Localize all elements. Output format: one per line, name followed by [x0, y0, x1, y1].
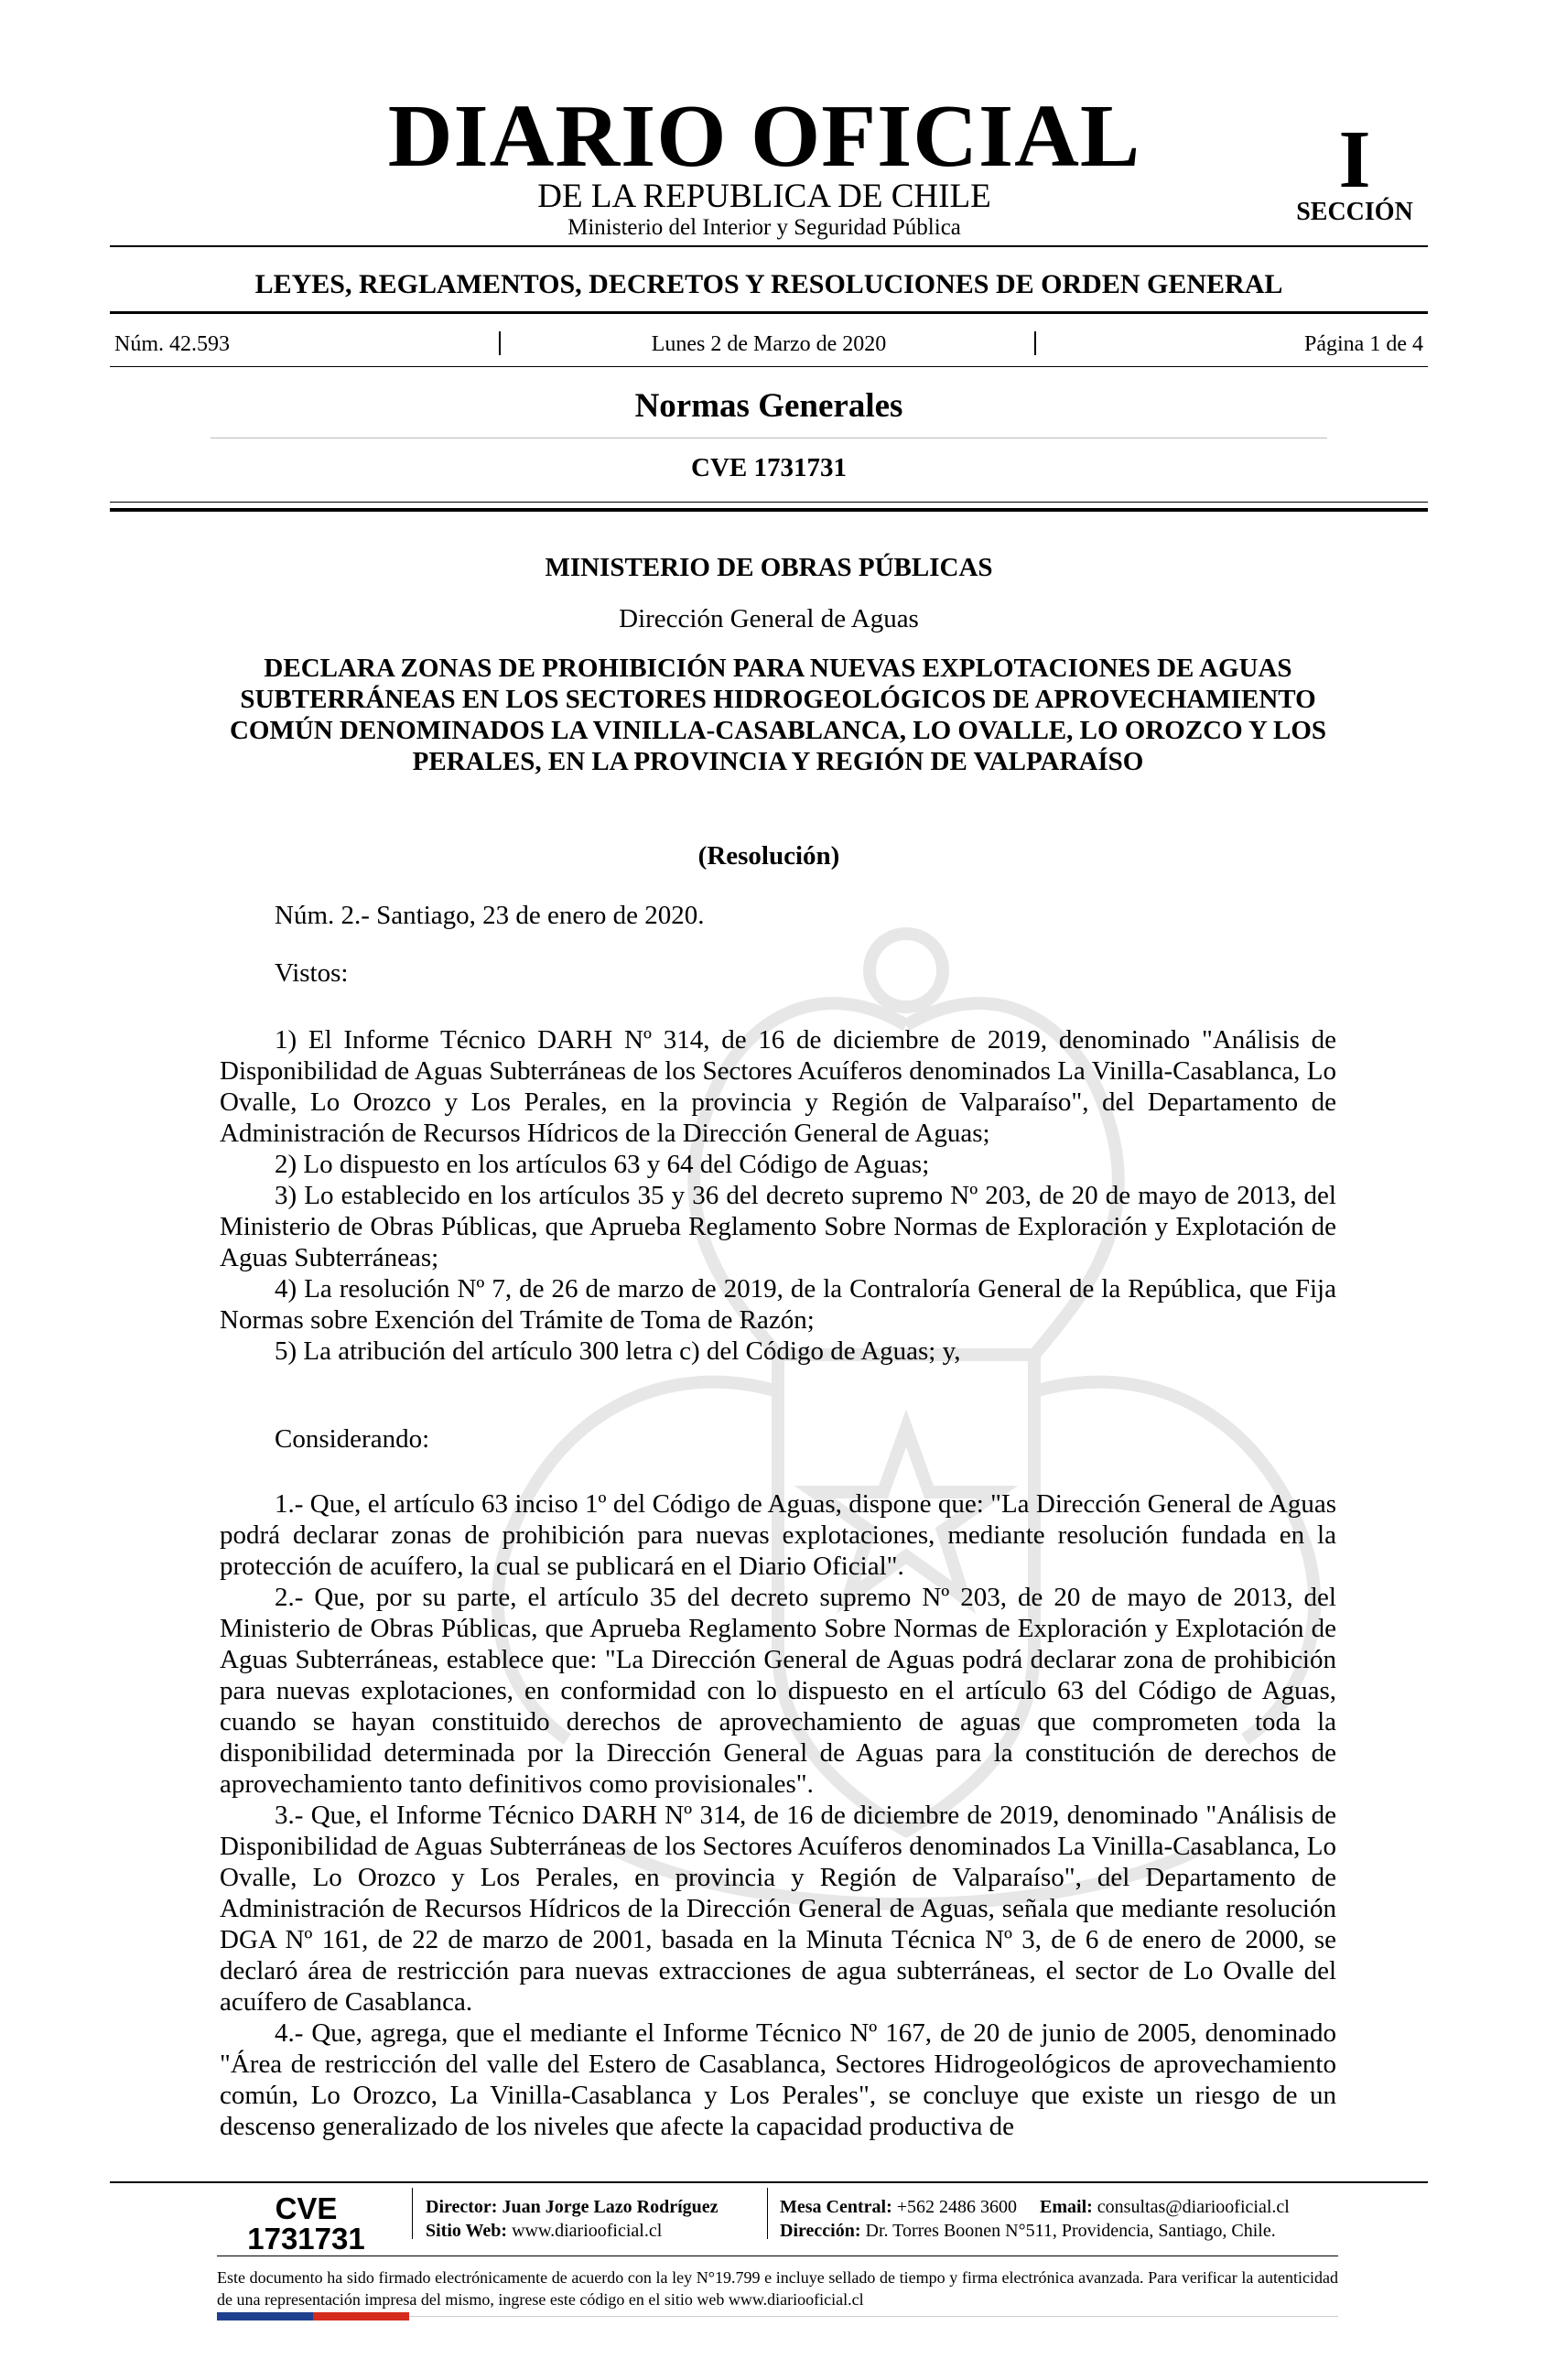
laws-rule-thick [110, 311, 1428, 314]
footer-note: Este documento ha sido firmado electrónicamente de acuerdo con la ley N°19.799 e incluye sellado de tiempo y firma electrónica avanzada. Para verificar la autenticidad de una representación impresa del mismo, ingrese este código en el sitio web www.diariooficial.cl [217, 2268, 1338, 2309]
body-text [220, 957, 1336, 989]
footer-contact-block [780, 2195, 1290, 2243]
issue-date: Lunes 2 de Marzo de 2020 [651, 332, 887, 356]
issue-number: Núm. 42.593 [114, 332, 230, 356]
newspaper-ministry: Ministerio del Interior y Seguridad Pública [567, 215, 961, 240]
vistos-list [220, 1024, 1336, 1367]
direction-heading: Dirección General de Aguas [619, 604, 919, 633]
director-label: Director: [426, 2197, 498, 2217]
vistos-item: 4) La resolución Nº 7, de 26 de marzo de 2019, de la Contraloría General de la República, que Fija Normas sobre Exención del Trámite de Toma de Razón; [220, 1274, 1336, 1335]
footer-cve-code: CVE 1731731 [247, 2191, 365, 2256]
cve-rule-thick [110, 508, 1428, 512]
vistos-item: 5) La atribución del artículo 300 letra c) del Código de Aguas; y, [275, 1336, 961, 1366]
footer-rule [110, 2181, 1428, 2183]
vistos-item: 3) Lo establecido en los artículos 35 y 36 del decreto supremo Nº 203, de 20 de mayo de 2013, del Ministerio de Obras Públicas, que Aprueba Reglamento Sobre Normas de Exploración y Explotación de Aguas Subterráneas; [220, 1181, 1336, 1272]
website-label: Sitio Web: [426, 2221, 508, 2241]
phone-number: +562 2486 3600 [896, 2197, 1018, 2217]
issue-separator [1034, 331, 1036, 355]
footer-director-block [426, 2195, 719, 2243]
section-number: I [1338, 114, 1371, 205]
vistos-item: 2) Lo dispuesto en los artículos 63 y 64 del Código de Aguas; [275, 1150, 930, 1179]
issue-separator [499, 331, 501, 355]
website-link[interactable]: www.diariooficial.cl [512, 2221, 663, 2241]
newspaper-subtitle: DE LA REPUBLICA DE CHILE [537, 178, 991, 215]
address-text: Dr. Torres Boonen N°511, Providencia, Santiago, Chile. [865, 2221, 1276, 2241]
address-label: Dirección: [780, 2221, 861, 2241]
ministry-heading: MINISTERIO DE OBRAS PÚBLICAS [545, 553, 993, 582]
flag-stripe-blue [217, 2312, 313, 2320]
director-name: Juan Jorge Lazo Rodríguez [502, 2197, 719, 2217]
laws-title: LEYES, REGLAMENTOS, DECRETOS Y RESOLUCIONES DE ORDEN GENERAL [254, 269, 1283, 299]
flag-stripe-red [313, 2312, 409, 2320]
masthead-rule [110, 245, 1428, 247]
phone-label: Mesa Central: [780, 2197, 892, 2217]
newspaper-title: DIARIO OFICIAL [387, 87, 1141, 186]
document-type: (Resolución) [697, 841, 840, 871]
footer-bottom-rule [409, 2316, 1338, 2317]
considerando-list [220, 1488, 1336, 2142]
email-label: Email: [1040, 2197, 1093, 2217]
footer-divider [412, 2188, 413, 2239]
decree-title: DECLARA ZONAS DE PROHIBICIÓN PARA NUEVAS EXPLOTACIONES DE AGUAS SUBTERRÁNEAS EN LOS SECTORES HIDROGEOLÓGICOS DE APROVECHAMIENTO COMÚN DENOMINADOS LA VINILLA-CASABLANCA, LO OVALLE, LO OROZCO Y LOS PERALES, EN LA PROVINCIA Y REGIÓN DE VALPARAÍSO [229, 654, 1327, 776]
issue-rule [110, 366, 1428, 367]
body-text [220, 900, 1336, 931]
resolution-number-date: Núm. 2.- Santiago, 23 de enero de 2020. [275, 901, 705, 930]
cve-code: CVE 1731731 [691, 453, 847, 482]
email-link[interactable]: consultas@diariooficial.cl [1097, 2197, 1290, 2217]
footer-divider [767, 2188, 768, 2239]
section-label: SECCIÓN [1296, 198, 1413, 226]
considerando-item: 4.- Que, agrega, que el mediante el Informe Técnico Nº 167, de 20 de junio de 2005, denominado "Área de restricción del valle del Estero de Casablanca, Sectores Hidrogeológicos de aprovechamiento común, Lo Orozco, La Vinilla-Casablanca y Los Perales", se concluye que existe un riesgo de un descenso generalizado de los niveles que afecte la capacidad productiva de [220, 2018, 1336, 2141]
vistos-item: 1) El Informe Técnico DARH Nº 314, de 16 de diciembre de 2019, denominado "Análisis de Disponibilidad de Aguas Subterráneas de los Sectores Acuíferos denominados La Vinilla-Casablanca, Lo Ovalle, Lo Orozco y Los Perales, en la provincia y Región de Valparaíso", del Departamento de Administración de Recursos Hídricos de la Dirección General de Aguas; [220, 1025, 1336, 1148]
cve-rule-thin [110, 502, 1428, 503]
issue-page: Página 1 de 4 [1304, 332, 1423, 356]
considerando-item: 1.- Que, el artículo 63 inciso 1º del Código de Aguas, dispone que: "La Dirección General de Aguas podrá declarar zonas de prohibición para nuevas explotaciones, mediante resolución fundada en la protección de acuífero, la cual se publicará en el Diario Oficial". [220, 1489, 1336, 1581]
considerando-heading: Considerando: [275, 1424, 430, 1454]
vistos-heading: Vistos: [275, 958, 349, 988]
section-heading: Normas Generales [634, 387, 903, 425]
body-text [220, 1423, 1336, 1455]
considerando-item: 2.- Que, por su parte, el artículo 35 del decreto supremo Nº 203, de 20 de mayo de 2013, del Ministerio de Obras Públicas, que Aprueba Reglamento Sobre Normas de Exploración y Explotación de Aguas Subterráneas, establece que: "La Dirección General de Aguas podrá declarar zona de prohibición para nuevas explotaciones, en conformidad con lo dispuesto en el artículo 63 del Código de Aguas, cuando se hayan constituido derechos de aprovechamiento de aguas que comprometen toda la disponibilidad determinada por la Dirección General de Aguas para la constitución de derechos de aprovechamiento tanto definitivos como provisionales". [220, 1583, 1336, 1799]
considerando-item: 3.- Que, el Informe Técnico DARH Nº 314, de 16 de diciembre de 2019, denominado "Análisis de Disponibilidad de Aguas Subterráneas de los Sectores Acuíferos denominados La Vinilla-Casablanca, Lo Ovalle, Lo Orozco y Los Perales, en provincia y Región de Valparaíso", del Departamento de Administración de Recursos Hídricos de la Dirección General de Aguas, señala que mediante resolución DGA Nº 161, de 22 de marzo de 2001, basada en la Minuta Técnica Nº 3, de 6 de enero de 2000, se declaró área de restricción para nuevas extracciones de agua subterráneas, el sector de Lo Ovalle del acuífero de Casablanca. [220, 1801, 1336, 2017]
